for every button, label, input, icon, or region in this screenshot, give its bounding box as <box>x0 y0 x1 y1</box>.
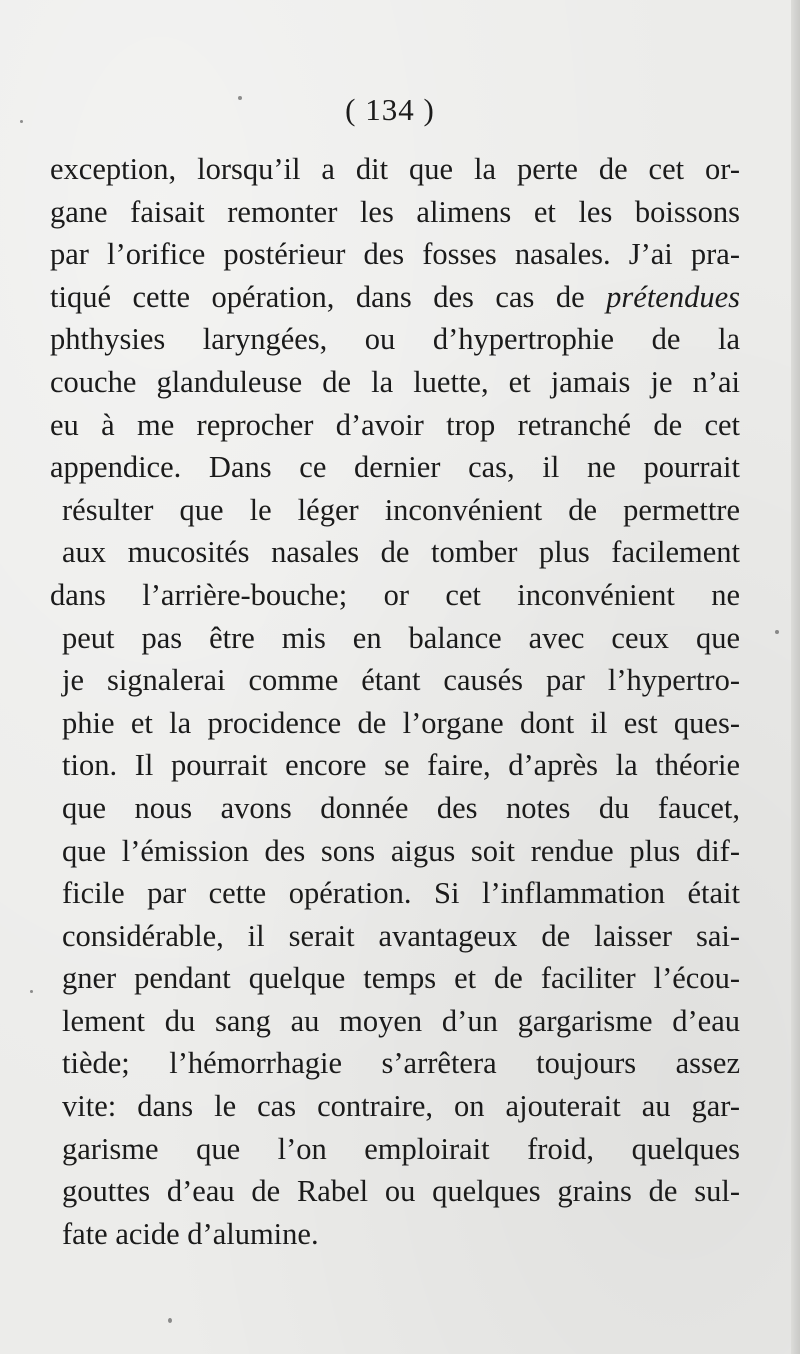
paper-speck <box>238 96 242 100</box>
italic-word: prétendues <box>606 279 740 314</box>
text-line: phie et la procidence de l’organe dont il est ques- <box>62 705 740 740</box>
text-line: gane faisait remonter les alimens et les boissons <box>50 194 740 229</box>
text-line: lement du sang au moyen d’un gargarisme d’eau <box>62 1003 740 1038</box>
text-line: tion. Il pourrait encore se faire, d’après la théorie <box>62 748 740 783</box>
text-line: aux mucosités nasales de tomber plus facilement <box>62 535 740 570</box>
text-line: que nous avons donnée des notes du faucet, <box>62 790 740 825</box>
text-line: gouttes d’eau de Rabel ou quelques grains de sul- <box>62 1174 740 1209</box>
text-line: garisme que l’on emploirait froid, quelques <box>62 1131 740 1166</box>
text-line: exception, lorsqu’il a dit que la perte de cet or- <box>50 152 740 186</box>
text-line: tiède; l’hémorrhagie s’arrêtera toujours assez <box>62 1046 740 1081</box>
body-text <box>50 148 740 1255</box>
text-line <box>50 276 740 319</box>
text-line: vite: dans le cas contraire, on ajouterait au gar- <box>62 1089 740 1124</box>
text-line: que l’émission des sons aigus soit rendue plus dif- <box>62 833 740 868</box>
text-line: fate acide d’alumine. <box>62 1216 319 1251</box>
text-line: dans l’arrière-bouche; or cet inconvénient ne <box>50 577 740 612</box>
page-number: ( 134 ) <box>345 92 435 127</box>
text-line-segment: tiqué cette opération, dans des cas de <box>50 279 607 314</box>
text-line: peut pas être mis en balance avec ceux que <box>62 620 740 655</box>
text-line: eu à me reprocher d’avoir trop retranché de cet <box>50 407 740 442</box>
text-line: considérable, il serait avantageux de laisser sai- <box>62 918 740 953</box>
text-line: couche glanduleuse de la luette, et jamais je n’ai <box>50 364 740 399</box>
paper-speck <box>168 1318 172 1323</box>
text-line: par l’orifice postérieur des fosses nasales. J’ai pra- <box>50 237 740 272</box>
page-edge <box>791 0 800 1354</box>
text-line: ficile par cette opération. Si l’inflammation était <box>62 876 740 911</box>
text-line: phthysies laryngées, ou d’hypertrophie de la <box>50 322 740 357</box>
paper-speck <box>775 630 779 634</box>
paper-speck <box>20 120 23 123</box>
paper-speck <box>30 990 33 993</box>
text-line: je signalerai comme étant causés par l’hypertro- <box>62 663 740 698</box>
text-line: gner pendant quelque temps et de faciliter l’écou- <box>62 961 740 996</box>
text-line: appendice. Dans ce dernier cas, il ne pourrait <box>50 450 740 485</box>
text-line: résulter que le léger inconvénient de permettre <box>62 492 740 527</box>
